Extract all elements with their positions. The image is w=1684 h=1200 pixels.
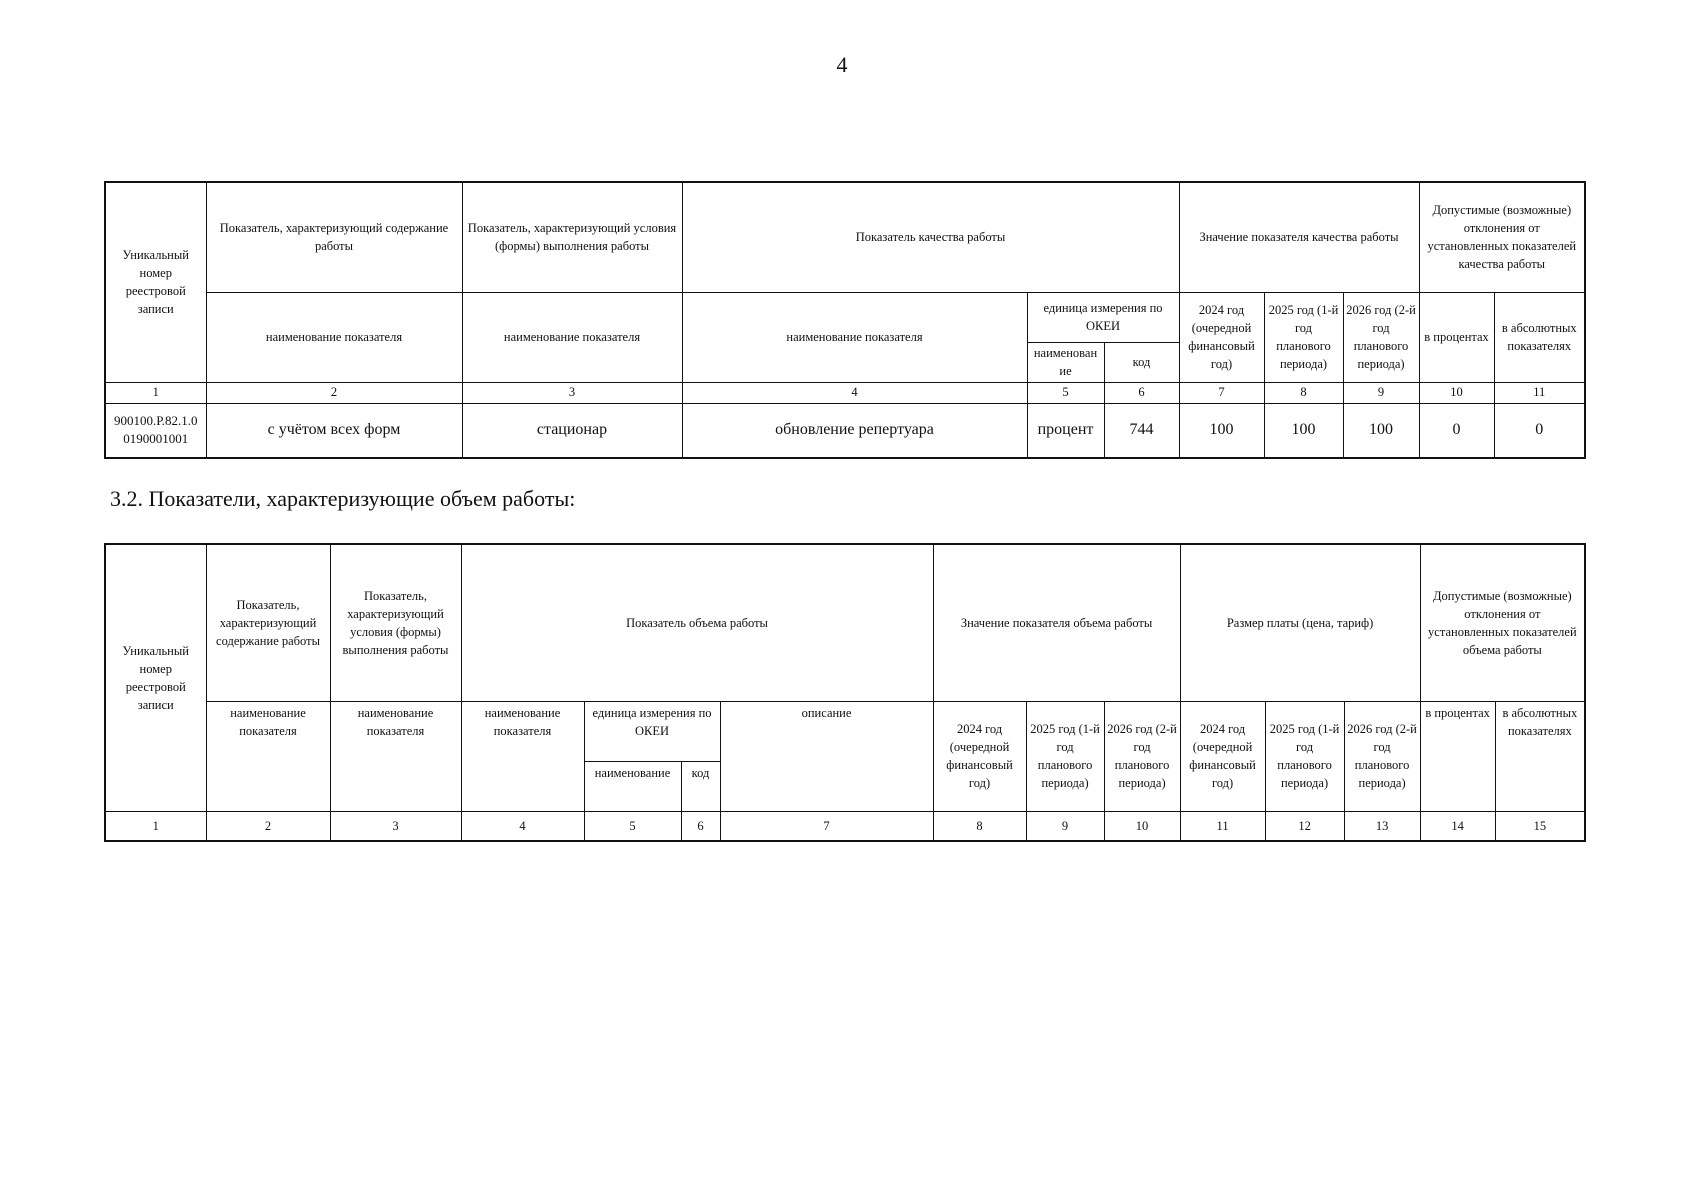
column-number: 4 (682, 382, 1027, 403)
header-unique-number: Уникальный номер реестровой записи (105, 182, 206, 382)
column-number: 13 (1344, 811, 1420, 841)
unit-name-value: процент (1027, 403, 1104, 458)
column-number: 2 (206, 811, 330, 841)
column-number: 14 (1420, 811, 1495, 841)
header-volume-year-2026: 2026 год (2-й год планового периода) (1104, 701, 1180, 811)
column-number: 1 (105, 382, 206, 403)
header-conditions-indicator-name: наименование показателя (462, 292, 682, 382)
column-number: 7 (1179, 382, 1264, 403)
header-volume-year-2025: 2025 год (1-й год планового периода) (1026, 701, 1104, 811)
header-quality-indicator-name: наименование показателя (682, 292, 1027, 382)
column-number: 8 (933, 811, 1026, 841)
header-okei-code: код (1104, 342, 1179, 382)
column-number: 10 (1104, 811, 1180, 841)
column-number: 6 (1104, 382, 1179, 403)
column-number: 5 (584, 811, 681, 841)
page-number: 4 (836, 52, 848, 77)
header-okei-code: код (681, 761, 720, 811)
registry-code: 900100.Р.82.1.0 0190001001 (105, 403, 206, 458)
conditions-value: стационар (462, 403, 682, 458)
table-row (105, 403, 1585, 458)
column-number: 2 (206, 382, 462, 403)
header-volume-value: Значение показателя объема работы (933, 544, 1180, 701)
column-number: 11 (1494, 382, 1585, 403)
column-number: 5 (1027, 382, 1104, 403)
header-quality-value: Значение показателя качества работы (1179, 182, 1419, 292)
column-number: 3 (330, 811, 461, 841)
header-payment-year-2026: 2026 год (2-й год планового периода) (1344, 701, 1420, 811)
section-heading: 3.2. Показатели, характеризующие объем работы: (110, 486, 576, 511)
value-2026: 100 (1343, 403, 1419, 458)
deviation-absolute: 0 (1494, 403, 1585, 458)
header-unique-number: Уникальный номер реестровой записи (105, 544, 206, 811)
header-content-indicator: Показатель, характеризующий содержание работы (206, 544, 330, 701)
column-number: 6 (681, 811, 720, 841)
column-number: 9 (1026, 811, 1104, 841)
column-number: 12 (1265, 811, 1344, 841)
header-okei-unit: единица измерения по ОКЕИ (584, 701, 720, 761)
header-okei-name: наименован ие (1027, 342, 1104, 382)
quality-indicators-table (104, 181, 1586, 459)
header-payment-year-2024: 2024 год (очередной финансовый год) (1180, 701, 1265, 811)
header-payment-year-2025: 2025 год (1-й год планового периода) (1265, 701, 1344, 811)
header-deviations: Допустимые (возможные) отклонения от установленных показателей объема работы (1420, 544, 1585, 701)
header-content-indicator-name: наименование показателя (206, 292, 462, 382)
value-2025: 100 (1264, 403, 1343, 458)
column-number: 7 (720, 811, 933, 841)
header-volume-indicator-name: наименование показателя (461, 701, 584, 811)
column-number: 15 (1495, 811, 1585, 841)
column-number: 4 (461, 811, 584, 841)
header-conditions-indicator-name: наименование показателя (330, 701, 461, 811)
header-okei-name: наименование (584, 761, 681, 811)
column-number: 9 (1343, 382, 1419, 403)
header-conditions-indicator: Показатель, характеризующий условия (формы) выполнения работы (330, 544, 461, 701)
header-okei-unit: единица измерения по ОКЕИ (1027, 292, 1179, 342)
header-year-2025: 2025 год (1-й год планового периода) (1264, 292, 1343, 382)
unit-code-value: 744 (1104, 403, 1179, 458)
header-conditions-indicator: Показатель, характеризующий условия (формы) выполнения работы (462, 182, 682, 292)
value-2024: 100 (1179, 403, 1264, 458)
header-volume-indicator: Показатель объема работы (461, 544, 933, 701)
header-in-percent: в процентах (1420, 701, 1495, 811)
column-number: 8 (1264, 382, 1343, 403)
header-in-percent: в процентах (1419, 292, 1494, 382)
header-year-2026: 2026 год (2-й год планового периода) (1343, 292, 1419, 382)
volume-indicators-table (104, 543, 1586, 842)
header-deviations: Допустимые (возможные) отклонения от установленных показателей качества работы (1419, 182, 1585, 292)
content-value: с учётом всех форм (206, 403, 462, 458)
header-in-absolute: в абсолютных показателях (1495, 701, 1585, 811)
column-number: 3 (462, 382, 682, 403)
deviation-percent: 0 (1419, 403, 1494, 458)
header-volume-year-2024: 2024 год (очередной финансовый год) (933, 701, 1026, 811)
header-quality-indicator: Показатель качества работы (682, 182, 1179, 292)
column-number: 1 (105, 811, 206, 841)
column-number: 11 (1180, 811, 1265, 841)
header-content-indicator-name: наименование показателя (206, 701, 330, 811)
quality-value: обновление репертуара (682, 403, 1027, 458)
header-content-indicator: Показатель, характеризующий содержание работы (206, 182, 462, 292)
header-description: описание (720, 701, 933, 811)
header-payment: Размер платы (цена, тариф) (1180, 544, 1420, 701)
header-year-2024: 2024 год (очередной финансовый год) (1179, 292, 1264, 382)
header-in-absolute: в абсолютных показателях (1494, 292, 1585, 382)
column-number: 10 (1419, 382, 1494, 403)
